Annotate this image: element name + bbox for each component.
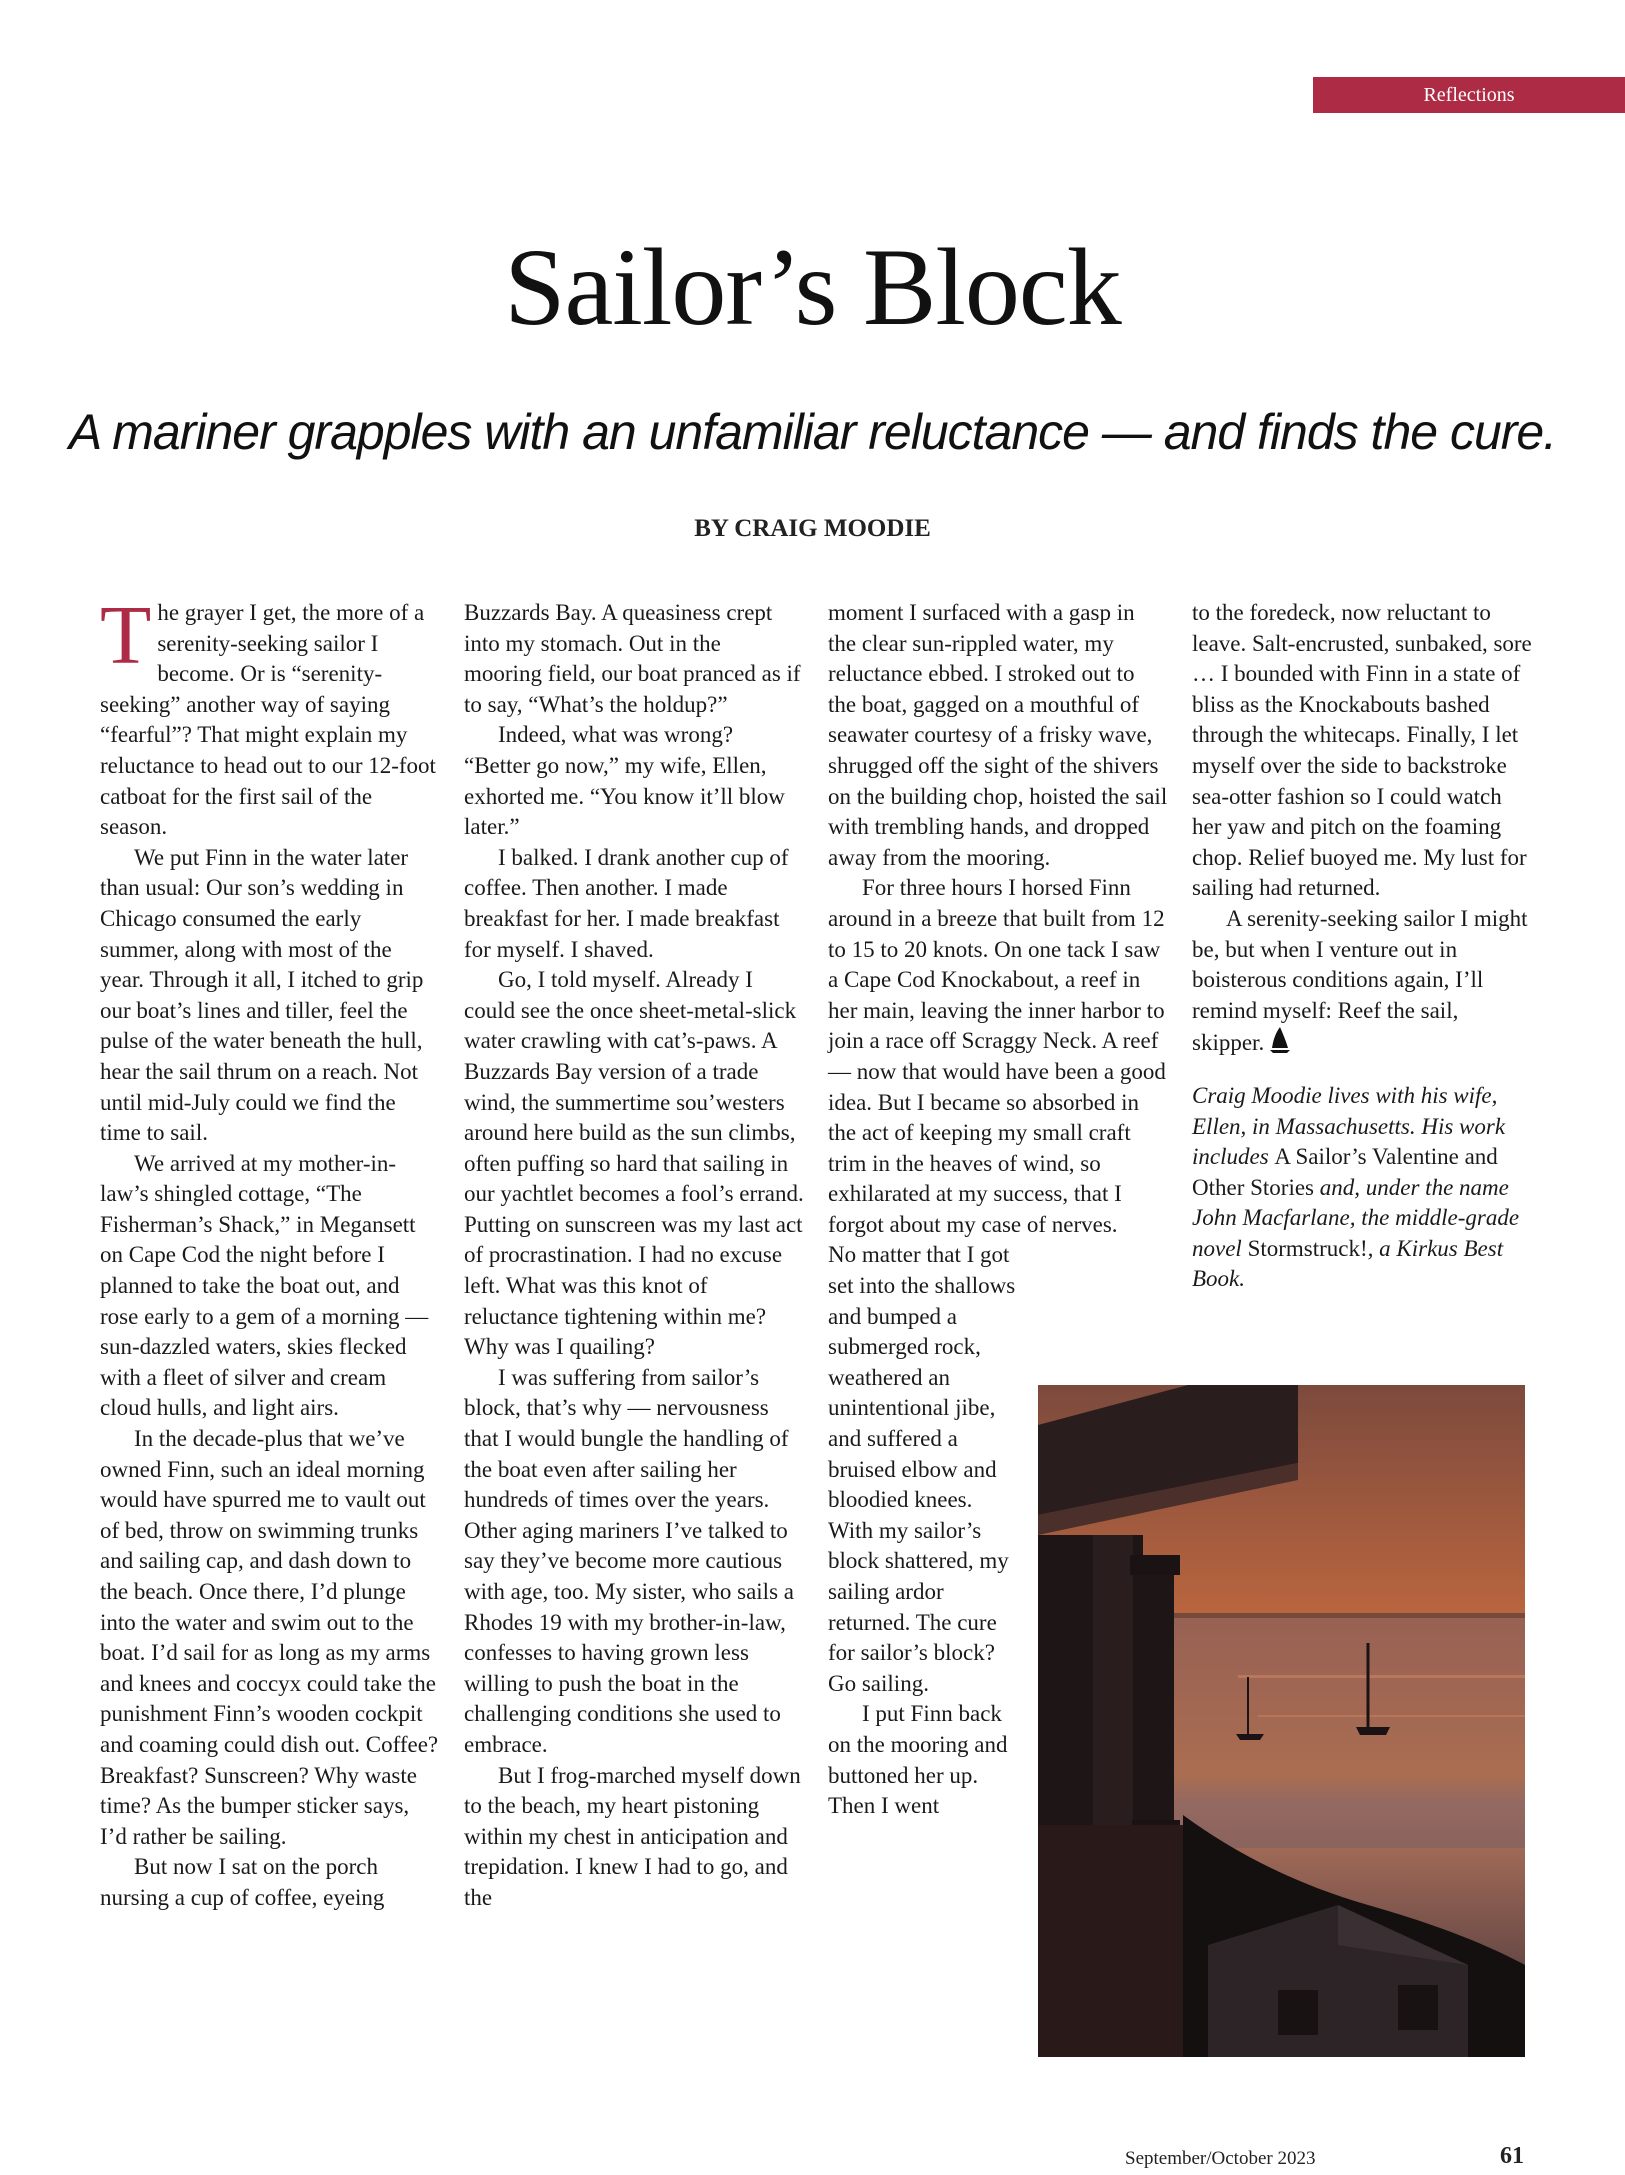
text-column-2 [464,598,804,1914]
drop-cap: T [100,589,152,682]
paragraph: The grayer I get, the more of a serenity-seeking sailor I become. Or is “serenity-seeking” another way of saying “fearful”? That might explain my reluctance to head out to our 12-foot catboat for the first sail of the season. [100,589,436,840]
paragraph: Go, I told myself. Already I could see the once sheet-metal-slick water crawling with cat’s-paws. A Buzzards Bay version of a trade wind, the summertime sou’westers around here build as the sun climbs, often puffing so hard that sailing in our yachtlet becomes a fool’s errand. Putting on sunscreen was my last act of procrastination. I had no excuse left. What was this knot of reluctance tightening within me? Why was I quailing? [464,967,804,1360]
book-title: Stormstruck! [1247,1235,1368,1261]
paragraph: moment I surfaced with a gasp in the clear sun-rippled water, my reluctance ebbed. I stroked out to the boat, gagged on a mouthful of seawater courtesy of a frisky wave, shrugged off the sight of the shivers on the building chop, hoisted the sail with trembling hands, and dropped away from the mooring. [828,600,1168,870]
photo-illustration [1038,1385,1525,2057]
paragraph: No matter that I got set into the shallows and bumped a submerged rock, weathered an unintentional jibe, and suffered a bruised elbow and bloodied knees. With my sailor’s block shattered, my sailing ardor returned. The cure for sailor’s block? Go sailing. [828,1242,1016,1696]
paragraph: But now I sat on the porch nursing a cup of coffee, eyeing [100,1854,385,1910]
article-title: Sailor’s Block [504,226,1121,348]
section-label: Reflections [1423,83,1515,106]
issue-date: September/October 2023 [1125,2148,1316,2169]
byline: BY CRAIG MOODIE [694,515,931,542]
paragraph: I was suffering from sailor’s block, that’s why — nervousness that I would bungle the handling of the boat even after sailing her hundreds of times over the years. Other aging mariners I’ve talked to say they’ve become more cautious with age, too. My sister, who sails a Rhodes 19 with my brother-in-law, confesses to having grown less willing to push the boat in the challenging conditions she used to embrace. [464,1364,794,1757]
sunset-porch-photo [1038,1385,1525,2057]
article-subtitle: A mariner grapples with an unfamiliar reluctance — and finds the cure. [68,404,1557,460]
text-column-1 [100,589,440,1914]
paragraph: Buzzards Bay. A queasiness crept into my stomach. Out in the mooring field, our boat pranced as if to say, “What’s the holdup?” [464,600,801,717]
paragraph: I balked. I drank another cup of coffee. Then another. I made breakfast for her. I made breakfast for myself. I shaved. [464,844,789,962]
paragraph: For three hours I horsed Finn around in a breeze that built from 12 to 15 to 20 knots. On one tack I saw a Cape Cod Knockabout, a reef in her main, leaving the inner harbor to join a race off Scraggy Neck. A reef — now that would have been a good idea. But I became so absorbed in the act of keeping my small craft trim in the heaves of wind, so exhilarated at my success, that I forgot about my case of nerves. [828,875,1166,1237]
sailboat-end-mark-icon [1268,1026,1292,1054]
text-column-4 [1192,598,1532,1295]
paragraph: to the foredeck, now reluctant to leave. Salt-encrusted, sunbaked, sore … I bounded with Finn in a state of bliss as the Knockabouts bashed through the whitecaps. Finally, I let myself over the side to backstroke sea-otter fashion so I could watch her yaw and pitch on the foaming chop. Relief buoyed me. My lust for sailing had returned. [1192,600,1532,901]
page-number: 61 [1500,2143,1524,2169]
paragraph: We put Finn in the water later than usual: Our son’s wedding in Chicago consumed the early summer, along with most of the year. Through it all, I itched to grip our boat’s lines and tiller, feel the pulse of the water beneath the hull, hear the sail thrum on a reach. Not until mid-July could we find the time to sail. [100,844,424,1146]
author-bio: Craig Moodie lives with his wife, Ellen, in Massachusetts. His work includes A Sailor’s Valentine and Other Stories and, under the name John Macfarlane, the middle-grade novel Stormstruck!, a Kirkus Best Book. [1192,1082,1520,1292]
paragraph: A serenity-seeking sailor I might be, but when I venture out in boisterous conditions again, I’ll remind myself: Reef the sail, skipper. [1192,905,1528,1056]
paragraph: Indeed, what was wrong? “Better go now,” my wife, Ellen, exhorted me. “You know it’ll blow later.” [464,722,785,840]
book-title: A Sailor’s Valentine and Other Stories [1192,1144,1498,1200]
narrow-text-block [828,1240,1018,1821]
paragraph: We arrived at my mother-in-law’s shingled cottage, “The Fisherman’s Shack,” in Megansett on Cape Cod the night before I planned to take the boat out, and rose early to a gem of a morning — sun-dazzled waters, skies flecked with a fleet of silver and cream cloud hulls, and light airs. [100,1150,429,1421]
section-tag [1313,77,1625,113]
paragraph: In the decade-plus that we’ve owned Finn, such an ideal morning would have spurred me to vault out of bed, throw on swimming trunks and sailing cap, and dash down to the beach. Once there, I’d plunge into the water and swim out to the boat. I’d sail for as long as my arms and knees and coccyx could take the punishment Finn’s wooden cockpit and coaming could dish out. Coffee? Breakfast? Sunscreen? Why waste time? As the bumper sticker says, I’d rather be sailing. [100,1426,439,1849]
paragraph: But I frog-marched myself down to the beach, my heart pistoning within my chest in anticipation and trepidation. I knew I had to go, and the [464,1762,801,1910]
paragraph: I put Finn back on the mooring and buttoned her up. Then I went [828,1701,1008,1819]
